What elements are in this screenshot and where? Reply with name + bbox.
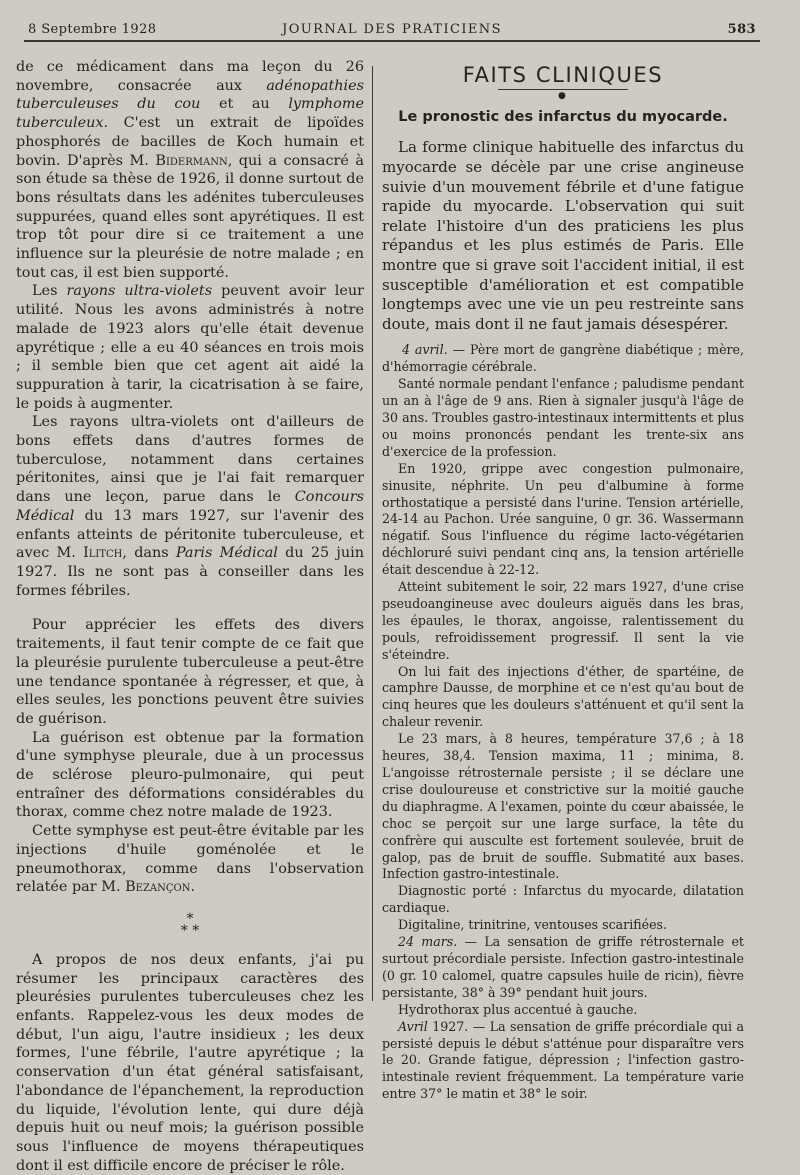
header-date: 8 Septembre 1928 — [28, 22, 157, 37]
section-break-asterisks: * * * — [180, 910, 200, 939]
observation-paragraph: Le 23 mars, à 8 heures, température 37,6 ; à 18 heures, 38,4. Tension maxima, 11 ; minima, 8. L'angoisse rétrosternale persiste ; il se déclare une crise douloureuse et constrictive sur la moitié gauche du diaphragme. A l'examen, pointe du cœur abaissée, le choc se perçoit sur une large surface, la tête du confrère qui ausculte est fortement soulevée, bruit de galop, pas de bruit de souffle. Submatité aux bases. Infection gastro-intestinale. — [382, 731, 744, 882]
paragraph: Les rayons ultra-violets peuvent avoir leur utilité. Nous les avons administrés à notre malade de 1923 alors qu'elle était devenue apyrétique ; elle a eu 40 séances en trois mois ; il semble bien que cet agent ait aidé la suppuration à tarir, la cicatrisation à se faire, le poids à augmenter. — [16, 283, 364, 412]
right-column — [382, 58, 744, 1103]
italic-run: lymphome tuberculeux — [16, 96, 364, 132]
section-heading: FAITS CLINIQUES — [462, 63, 664, 87]
italic-run: 4 avril. — [402, 342, 448, 358]
paragraph: Cette symphyse est peut-être évitable par les injections d'huile goménolée et le pneumothorax, comme dans l'observation relatée par M. Bezançon. — [16, 823, 364, 896]
column-separator — [372, 66, 373, 1001]
observation-paragraph: Santé normale pendant l'enfance ; paludisme pendant un an à l'âge de 9 ans. Rien à signaler jusqu'à l'âge de 30 ans. Troubles gastro-intestinaux intermittents et plus ou moins prononcés pendant les trente-six ans d'exercice de la profession. — [382, 376, 744, 459]
smallcaps-run: Ilitch — [83, 545, 123, 562]
article-lead — [382, 138, 744, 334]
paragraph: A propos de nos deux enfants, j'ai pu résumer les principaux caractères des pleurésies purulentes tuberculeuses chez les enfants. Rappelez-vous les deux modes de début, l'un aigu, l'autre insidieux ; les deux formes, l'une fébrile, l'autre apyrétique ; la conservation d'un état général satisfaisant, l'abondance de l'épanchement, la reproduction du liquide, l'évolution lente, qui dure déjà depuis huit ou neuf mois; la guérison possible sous l'influence de moyens thérapeutiques dont il est difficile encore de préciser le rôle. — [16, 951, 364, 1174]
header-rule — [24, 40, 760, 42]
observation-paragraph: Hydrothorax plus accentué à gauche. — [398, 1001, 638, 1017]
italic-run: Avril — [398, 1018, 428, 1034]
observation-paragraph: On lui fait des injections d'éther, de spartéine, de camphre Dausse, de morphine et ce n'est qu'au bout de cinq heures que les douleurs s'atténuent et qu'il sent la chaleur revenir. — [382, 663, 744, 730]
left-column — [16, 58, 364, 1175]
italic-run: Paris Médical — [175, 545, 278, 562]
section-ornament-rule: ● — [498, 89, 628, 104]
observation-paragraph: En 1920, grippe avec congestion pulmonaire, sinusite, néphrite. Un peu d'albumine à forme orthostatique a persisté dans l'urine. Tension artérielle, 24-14 au Pachon. Urée sanguine, 0 gr. 36. Wassermann négatif. Sous l'influence du régime lacto-végétarien déchloruré suivi pendant cinq ans, la tension artérielle était descendue à 22-12. — [382, 460, 744, 578]
paragraph: Les rayons ultra-violets ont d'ailleurs de bons effets dans d'autres formes de tuberculose, notamment dans certaines péritonites, ainsi que je l'ai fait remarquer dans une leçon, parue dans le Concours Médical du 13 mars 1927, sur l'avenir des enfants atteints de péritonite tuberculeuse, et avec M. Ilitch, dans Paris Médical du 25 juin 1927. Ils ne sont pas à conseiller dans les formes fébriles. — [16, 414, 364, 599]
observation-paragraph: 4 avril. — Père mort de gangrène diabétique ; mère, d'hémorragie cérébrale. — [382, 342, 744, 375]
observation-paragraph: Diagnostic porté : Infarctus du myocarde, dilatation cardiaque. — [382, 883, 744, 916]
smallcaps-run: Bidermann — [155, 152, 228, 169]
paragraph: Pour apprécier les effets des divers traitements, il faut tenir compte de ce fait que la pleurésie purulente tuberculeuse a peut-être une tendance spontanée à régresser, et que, à elles seules, les ponctions peuvent être suivies de guérison. — [16, 617, 364, 727]
paragraph: de ce médicament dans ma leçon du 26 novembre, consacrée aux adénopathies tuberculeuses du cou et au lymphome tuberculeux. C'est un extrait de lipoïdes phosphorés de bacilles de Koch humain et bovin. D'après M. Bidermann, qui a consacré à son étude sa thèse de 1926, il donne surtout de bons résultats dans les adénites tuberculeuses suppurées, quand elles sont apyrétiques. Il est trop tôt pour dire si ce traitement a une influence sur la pleurésie de notre malade ; en tout cas, il est bien supporté. — [16, 59, 364, 281]
observation-paragraph: Digitaline, trinitrine, ventouses scarifiées. — [398, 917, 667, 933]
smallcaps-run: Bezançon — [125, 879, 191, 896]
running-header — [28, 22, 756, 40]
page-number: 583 — [727, 22, 756, 37]
italic-run: rayons ultra-violets — [66, 283, 213, 300]
lead-paragraph: La forme clinique habituelle des infarctus du myocarde se décèle par une crise angineuse suivie d'un mouvement fébrile et d'une fatigue rapide du myocarde. L'observation qui suit relate l'histoire d'un des praticiens les plus répandus et les plus estimés de Paris. Elle montre que si grave soit l'accident initial, il est susceptible d'amélioration et est compatible longtemps avec une vie un peu restreinte sans doute, mais dont il ne faut jamais désespérer. — [382, 138, 744, 333]
spacer — [16, 600, 364, 616]
observation-paragraph: 24 mars. — La sensation de griffe rétrosternale et surtout précordiale persiste. Infection gastro-intestinale (0 gr. 10 calomel, quatre capsules huile de ricin), fièvre persistante, 38° à 39° pendant huit jours. — [382, 934, 744, 1000]
observation-paragraph: Atteint subitement le soir, 22 mars 1927, d'une crise pseudoangineuse avec douleurs aiguës dans les bras, les épaules, le thorax, angoisse, ralentissement du pouls, refroidissement progressif. Il sent la vie s'éteindre. — [382, 579, 744, 662]
observation — [382, 342, 744, 1103]
article-title: Le pronostic des infarctus du myocarde. — [398, 108, 728, 125]
italic-run: Concours Médical — [16, 489, 364, 524]
observation-paragraph: Avril 1927. — La sensation de griffe précordiale qui a persisté depuis le début s'atténue pour disparaître vers le 20. Grande fatigue, dépression ; l'infection gastro-intestinale revient fréquemment. La température varie entre 37° le matin et 38° le soir. — [382, 1018, 744, 1102]
italic-run: adénopathies tuberculeuses du cou — [16, 77, 364, 113]
paragraph: La guérison est obtenue par la formation d'une symphyse pleurale, due à un processus de sclérose pleuro-pulmonaire, qui peut entraîner des déformations considérables du thorax, comme chez notre malade de 1923. — [16, 729, 364, 821]
journal-title: JOURNAL DES PRATICIENS — [282, 22, 502, 37]
italic-run: 24 mars. — [398, 934, 458, 950]
